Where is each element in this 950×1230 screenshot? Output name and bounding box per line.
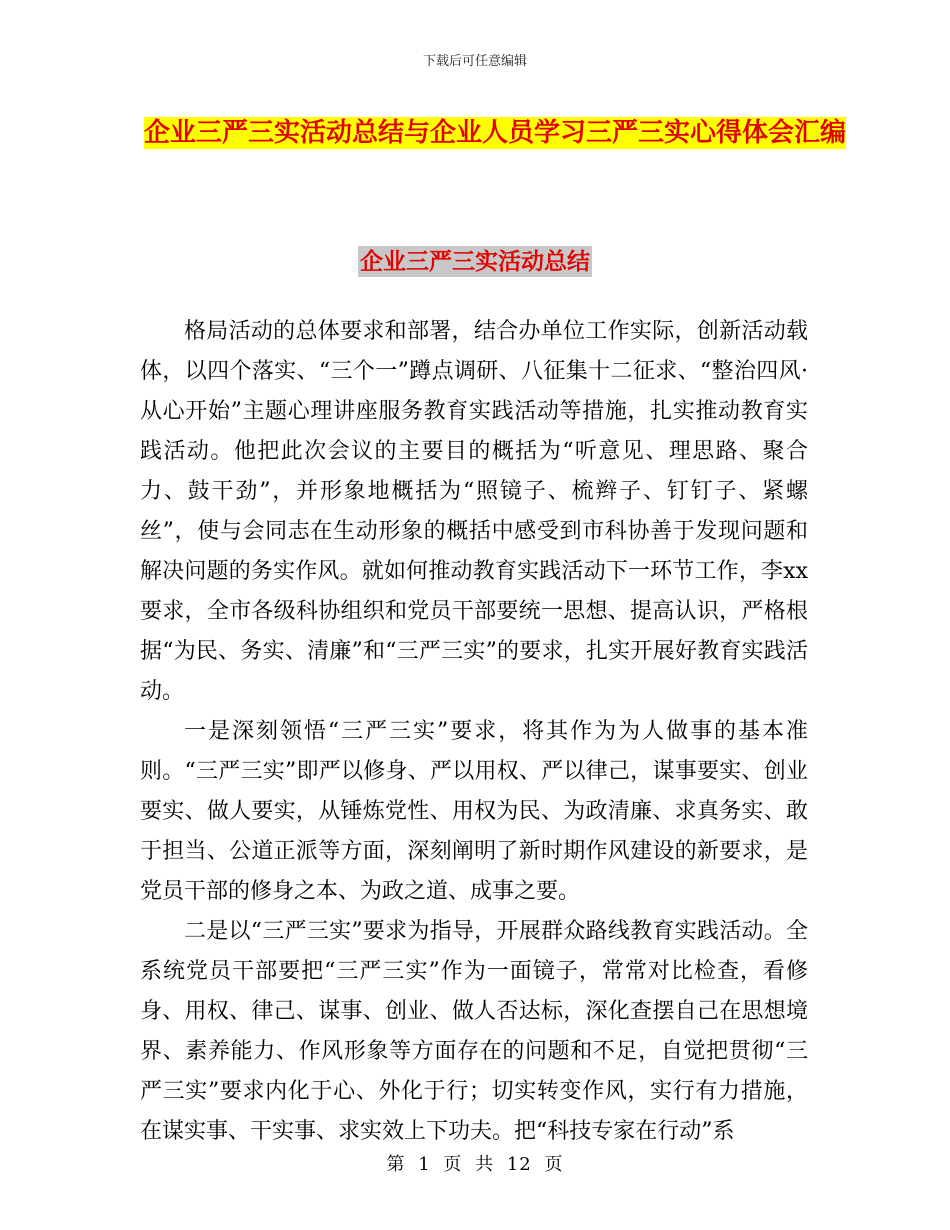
document-title-text: 企业三严三实活动总结与企业人员学习三严三实心得体会汇编 (143, 118, 846, 148)
page-footer: 第 1 页 共 12 页 (386, 1154, 564, 1175)
section-title (0, 240, 950, 284)
page-header: 下载后可任意编辑 (422, 54, 527, 69)
document-body (140, 312, 808, 1152)
document-title (100, 108, 890, 158)
paragraph: 二是以“三严三实”要求为指导，开展群众路线教育实践活动。全系统党员干部要把“三严三实”作为一面镜子，常常对比检查，看修身、用权、律己、谋事、创业、做人否达标，深化查摆自己在思想境界、素养能力、作风形象等方面存在的问题和不足，自觉把贯彻“三严三实”要求内化于心、外化于行；切实转变作风，实行有力措施，在谋实事、干实事、求实效上下功夫。把“科技专家在行动”系 (140, 919, 808, 1144)
section-title-text: 企业三严三实活动总结 (360, 248, 590, 275)
paragraph: 一是深刻领悟“三严三实”要求，将其作为为人做事的基本准则。“三严三实”即严以修身、严以用权、严以律己，谋事要实、创业要实、做人要实，从锤炼党性、用权为民、为政清廉、求真务实、敢于担当、公道正派等方面，深刻阐明了新时期作风建设的新要求，是党员干部的修身之本、为政之道、成事之要。 (140, 719, 808, 904)
paragraph: 格局活动的总体要求和部署，结合办单位工作实际，创新活动载体，以四个落实、“三个一”蹲点调研、八征集十二征求、“整治四风·从心开始”主题心理讲座服务教育实践活动等措施，扎实推动教育实践活动。他把此次会议的主要目的概括为“听意见、理思路、聚合力、鼓干劲”，并形象地概括为“照镜子、梳辫子、钉钉子、紧螺丝”，使与会同志在生动形象的概括中感受到市科协善于发现问题和解决问题的务实作风。就如何推动教育实践活动下一环节工作，李xx要求，全市各级科协组织和党员干部要统一思想、提高认识，严格根据“为民、务实、清廉”和“三严三实”的要求，扎实开展好教育实践活动。 (140, 319, 808, 704)
